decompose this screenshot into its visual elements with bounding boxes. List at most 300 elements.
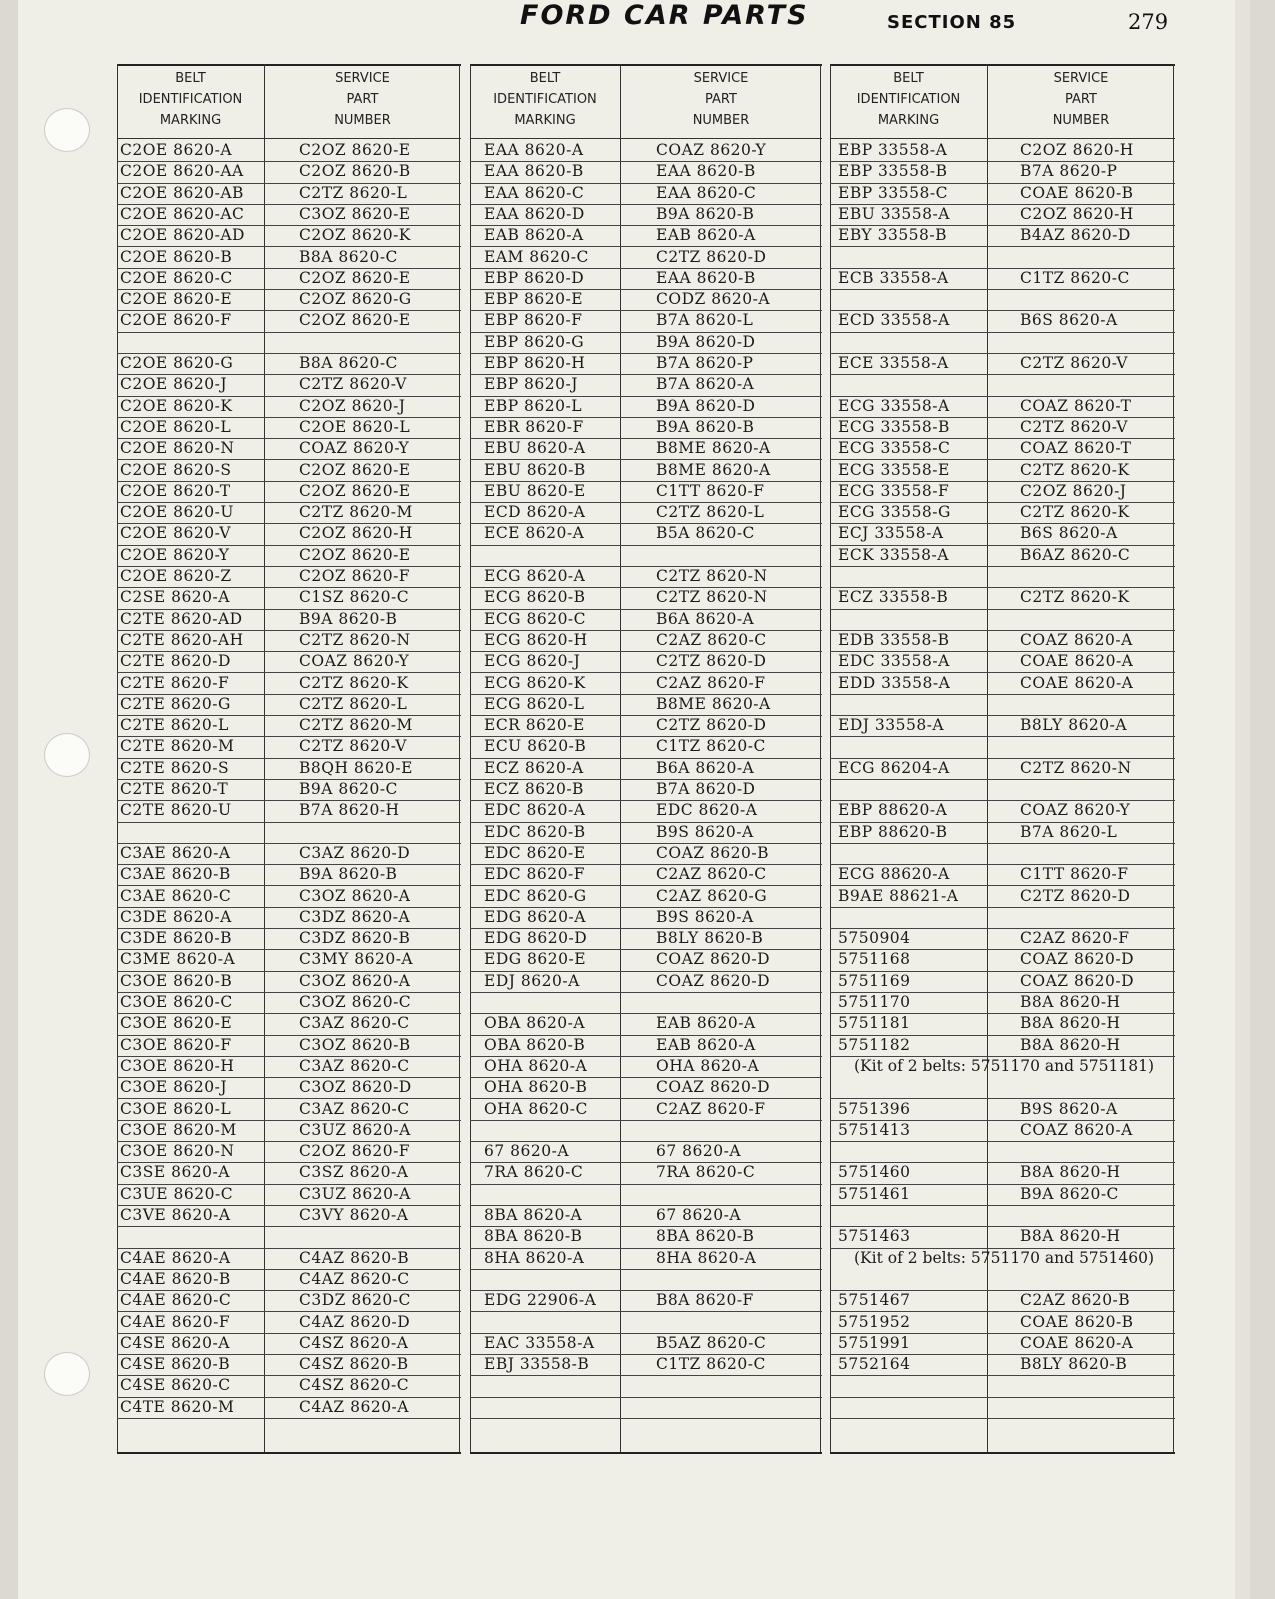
belt-marking: C2TE 8620-U <box>120 801 232 820</box>
service-part-number: C2OZ 8620-H <box>299 524 413 543</box>
belt-marking: 7RA 8620-C <box>484 1163 584 1182</box>
service-part-number: C3AZ 8620-C <box>299 1099 410 1118</box>
belt-marking: EAC 33558-A <box>484 1333 595 1352</box>
belt-marking: OBA 8620-A <box>484 1014 586 1033</box>
service-part-number: COAZ 8620-Y <box>1020 801 1131 820</box>
belt-marking: EDJ 8620-A <box>484 971 580 990</box>
service-part-number: B8A 8620-H <box>1020 993 1121 1011</box>
table-row <box>117 374 461 396</box>
service-part-number: B6AZ 8620-C <box>1020 545 1131 564</box>
table-row <box>470 587 822 609</box>
table-row <box>830 523 1175 545</box>
belt-marking: 5751467 <box>838 1291 911 1310</box>
table-row <box>117 289 461 311</box>
belt-marking: C2OE 8620-F <box>120 311 232 330</box>
belt-marking: C3DE 8620-B <box>120 929 232 948</box>
service-part-number: C2TZ 8620-V <box>299 737 408 756</box>
belt-marking: EDB 33558-B <box>838 630 950 649</box>
header-word: IDENTIFICATION <box>493 92 597 107</box>
table-row <box>470 609 822 631</box>
header-rule <box>117 138 461 139</box>
table-row <box>117 247 461 269</box>
table-row <box>117 630 461 652</box>
table-row <box>830 417 1175 439</box>
header-word: SERVICE <box>1053 71 1109 86</box>
table-row <box>117 1035 461 1057</box>
belt-marking: EBP 33558-B <box>838 162 948 181</box>
table-row <box>470 928 822 950</box>
table-row <box>117 800 461 822</box>
belt-marking: C2OE 8620-C <box>120 268 233 287</box>
table-row <box>830 332 1175 354</box>
belt-marking: 5751169 <box>838 971 911 990</box>
service-part-number: B9A 8620-B <box>299 865 398 884</box>
service-part-number: C2OZ 8620-E <box>299 481 411 500</box>
table-row <box>470 523 822 545</box>
belt-marking: C3OE 8620-F <box>120 1035 232 1054</box>
table-row <box>830 1312 1175 1334</box>
table-row <box>830 694 1175 716</box>
service-part-number: OHA 8620-A <box>656 1056 760 1075</box>
table-row <box>117 310 461 332</box>
table-row <box>117 928 461 950</box>
table-row <box>117 502 461 524</box>
belt-marking: ECG 8620-C <box>484 609 587 628</box>
service-part-number: COAZ 8620-B <box>656 843 770 862</box>
table-row <box>470 1184 822 1206</box>
belt-marking: EBU 33558-A <box>838 204 950 223</box>
belt-marking: C2OE 8620-K <box>120 396 233 415</box>
service-part-number: C2OZ 8620-J <box>299 396 406 415</box>
service-part-number: C3AZ 8620-D <box>299 843 411 862</box>
table-row <box>470 225 822 247</box>
service-part-number: B8A 8620-H <box>1020 1035 1121 1054</box>
table-row <box>470 864 822 886</box>
service-part-number: B4AZ 8620-D <box>1020 226 1131 245</box>
table-row <box>117 1248 461 1270</box>
service-part-number: C2OZ 8620-F <box>299 1142 411 1161</box>
service-part-number: B8A 8620-C <box>299 247 398 266</box>
table-row <box>470 992 822 1014</box>
binder-hole-middle <box>44 733 90 777</box>
belt-marking: C2OE 8620-B <box>120 247 233 266</box>
table-row <box>830 460 1175 482</box>
header-word: SERVICE <box>335 71 390 86</box>
service-part-number: C3OZ 8620-C <box>299 993 412 1011</box>
table-row <box>830 310 1175 332</box>
table-row <box>117 353 461 375</box>
table-row <box>830 502 1175 524</box>
table-row <box>117 204 461 226</box>
service-part-number: C3OZ 8620-A <box>299 886 411 905</box>
service-part-number: C2TZ 8620-N <box>656 567 768 585</box>
table-row <box>830 1397 1175 1419</box>
belt-marking: EAA 8620-D <box>484 204 585 223</box>
belt-marking: C2TE 8620-G <box>120 694 231 713</box>
service-part-number: COAZ 8620-D <box>1020 950 1135 969</box>
belt-marking: C2OE 8620-T <box>120 481 231 500</box>
service-part-number: C2TZ 8620-V <box>1020 354 1129 372</box>
belt-marking: 8HA 8620-A <box>484 1248 585 1267</box>
belt-marking: C2OE 8620-AA <box>120 162 244 181</box>
belt-marking: C2OE 8620-L <box>120 417 232 436</box>
table-row <box>470 545 822 567</box>
service-part-number: B9A 8620-C <box>299 780 398 798</box>
table-row <box>470 1312 822 1334</box>
header-word: NUMBER <box>692 113 750 128</box>
belt-marking: EBP 88620-A <box>838 801 948 820</box>
service-part-number: B8ME 8620-A <box>656 439 771 458</box>
header-rule <box>470 138 822 139</box>
service-part-number: B8A 8620-F <box>656 1291 754 1310</box>
service-part-number: 7RA 8620-C <box>656 1163 756 1182</box>
table-row <box>830 907 1175 929</box>
service-part-number: C2OZ 8620-H <box>1020 141 1134 159</box>
table-row <box>117 1375 461 1397</box>
service-part-number: C4SZ 8620-A <box>299 1333 409 1352</box>
service-part-number: COAE 8620-B <box>1020 183 1134 202</box>
service-part-number: B6A 8620-A <box>656 609 755 628</box>
header-rule <box>830 138 1175 139</box>
header-word: PART <box>346 92 379 107</box>
service-part-number: B6S 8620-A <box>1020 311 1118 330</box>
table-row <box>470 1397 822 1419</box>
table-row <box>830 1205 1175 1227</box>
service-part-number: C2AZ 8620-F <box>656 1099 766 1118</box>
service-part-number: EAB 8620-A <box>656 226 756 245</box>
table-row <box>830 247 1175 269</box>
table-row <box>117 1184 461 1206</box>
belt-marking: C2OE 8620-U <box>120 503 234 522</box>
table-row <box>830 566 1175 588</box>
service-part-number: B9S 8620-A <box>656 822 754 841</box>
service-part-number: C2OE 8620-L <box>299 417 411 436</box>
service-part-number: B8ME 8620-A <box>656 694 771 713</box>
table-row <box>830 886 1175 908</box>
service-part-number: B8A 8620-H <box>1020 1227 1121 1246</box>
table-row <box>830 1375 1175 1397</box>
table-row <box>470 481 822 503</box>
belt-marking: C3VE 8620-A <box>120 1206 231 1224</box>
belt-marking: C3DE 8620-A <box>120 907 232 926</box>
belt-marking: C3OE 8620-H <box>120 1056 235 1075</box>
table-bottom-rule <box>470 1452 822 1454</box>
belt-marking: 5751168 <box>838 950 911 969</box>
service-part-number: EAA 8620-B <box>656 162 756 181</box>
table-row <box>830 225 1175 247</box>
belt-marking: C4AE 8620-F <box>120 1312 231 1331</box>
belt-marking: ECD 8620-A <box>484 503 586 522</box>
header-word: BELT <box>175 71 206 86</box>
service-part-number: B9A 8620-D <box>656 332 756 351</box>
belt-marking: ECZ 8620-A <box>484 758 584 777</box>
belt-marking: C3OE 8620-L <box>120 1099 232 1118</box>
belt-marking: EAA 8620-A <box>484 141 584 159</box>
table-row <box>830 736 1175 758</box>
service-part-number: B7A 8620-P <box>1020 162 1118 181</box>
belt-marking: EDJ 33558-A <box>838 716 945 735</box>
table-row <box>830 204 1175 226</box>
service-part-number: COAZ 8620-D <box>656 1078 771 1097</box>
service-part-number: C3OZ 8620-A <box>299 971 411 990</box>
belt-marking: C2TE 8620-L <box>120 716 229 735</box>
belt-marking: EBP 33558-A <box>838 141 948 159</box>
belt-marking: ECG 33558-A <box>838 396 950 415</box>
service-part-number: COAZ 8620-D <box>1020 971 1135 990</box>
service-part-number: C2OZ 8620-E <box>299 268 411 287</box>
service-part-number: COAE 8620-A <box>1020 1333 1134 1352</box>
table-row <box>470 566 822 588</box>
table-row <box>830 779 1175 801</box>
table-row <box>830 353 1175 375</box>
belt-marking: C2SE 8620-A <box>120 588 230 607</box>
table-row <box>117 843 461 865</box>
table-row <box>470 247 822 269</box>
table-row <box>830 949 1175 971</box>
belt-marking: ECG 33558-F <box>838 481 950 500</box>
table-row <box>117 545 461 567</box>
belt-marking: ECU 8620-B <box>484 737 587 756</box>
belt-marking: C2OE 8620-AB <box>120 183 244 202</box>
belt-marking: ECG 33558-E <box>838 460 950 479</box>
service-part-number: C2TZ 8620-V <box>1020 417 1129 436</box>
belt-marking: ECG 8620-B <box>484 588 586 607</box>
belt-marking: EBY 33558-B <box>838 226 948 245</box>
belt-marking: C3OE 8620-E <box>120 1014 233 1033</box>
table-row <box>117 1056 461 1078</box>
table-row <box>117 460 461 482</box>
table-row <box>117 587 461 609</box>
table-row <box>117 566 461 588</box>
service-part-number: C2OZ 8620-K <box>299 226 411 245</box>
section-label: SECTION 85 <box>887 12 1017 33</box>
belt-marking: C2OE 8620-E <box>120 290 233 309</box>
service-part-header <box>620 68 822 136</box>
table-row <box>470 1056 822 1078</box>
belt-marking: EAA 8620-B <box>484 162 584 181</box>
service-part-number: C2TZ 8620-K <box>1020 588 1130 607</box>
service-part-number: C2TZ 8620-K <box>1020 460 1130 479</box>
service-part-number: C2AZ 8620-G <box>656 886 768 905</box>
table-row <box>117 992 461 1014</box>
service-part-number: C2TZ 8620-V <box>299 375 408 394</box>
belt-marking: EBP 33558-C <box>838 183 948 202</box>
table-row <box>470 1077 822 1099</box>
belt-marking: 8BA 8620-A <box>484 1206 583 1224</box>
belt-marking: EBU 8620-E <box>484 481 586 500</box>
belt-marking: C3AE 8620-C <box>120 886 232 905</box>
table-row <box>470 779 822 801</box>
belt-marking: C2TE 8620-AD <box>120 609 243 628</box>
belt-marking: OHA 8620-B <box>484 1078 588 1097</box>
belt-marking: 5751991 <box>838 1333 911 1352</box>
belt-marking: ECR 8620-E <box>484 716 585 735</box>
belt-marking: OBA 8620-B <box>484 1035 586 1054</box>
belt-marking: 5752164 <box>838 1355 911 1374</box>
service-part-number: C3DZ 8620-C <box>299 1291 411 1310</box>
belt-marking: ECG 8620-H <box>484 630 588 649</box>
service-part-number: COAE 8620-A <box>1020 652 1134 671</box>
belt-marking: ECJ 33558-A <box>838 524 944 543</box>
table-row <box>117 694 461 716</box>
service-part-number: C2TZ 8620-D <box>1020 886 1131 905</box>
belt-marking: C4SE 8620-C <box>120 1376 231 1395</box>
belt-marking: C2TE 8620-S <box>120 758 230 777</box>
belt-marking: EDC 8620-A <box>484 801 586 820</box>
service-part-number: B6A 8620-A <box>656 758 755 777</box>
service-part-number: B9A 8620-C <box>1020 1184 1119 1203</box>
belt-marking: EBP 8620-J <box>484 375 578 394</box>
table-row <box>117 715 461 737</box>
binder-hole-bottom <box>44 1352 90 1396</box>
table-row <box>470 630 822 652</box>
belt-marking: C2OE 8620-J <box>120 375 228 394</box>
service-part-number: C3VY 8620-A <box>299 1206 409 1224</box>
belt-marking: 5750904 <box>838 929 911 948</box>
table-row <box>830 1056 1175 1077</box>
belt-marking: 5751952 <box>838 1312 911 1331</box>
table-row <box>830 183 1175 205</box>
belt-marking: 8BA 8620-B <box>484 1227 583 1246</box>
belt-marking: EDG 8620-D <box>484 929 588 948</box>
service-part-number: COAZ 8620-T <box>1020 439 1132 458</box>
belt-marking: EBP 8620-L <box>484 396 583 415</box>
binder-hole-top <box>44 108 90 152</box>
belt-marking: C2OE 8620-Y <box>120 545 230 564</box>
table-bottom-rule <box>830 1452 1175 1454</box>
table-row <box>117 1354 461 1376</box>
service-part-number: B5A 8620-C <box>656 524 755 543</box>
table-row <box>117 1397 461 1419</box>
table-row <box>830 1099 1175 1121</box>
belt-marking: C4AE 8620-B <box>120 1269 231 1288</box>
table-row <box>117 1141 461 1163</box>
belt-marking: C3OE 8620-C <box>120 993 233 1011</box>
table-row <box>830 971 1175 993</box>
belt-marking: EDC 8620-E <box>484 843 586 862</box>
table-row <box>117 736 461 758</box>
table-row <box>470 886 822 908</box>
belt-marking: C3UE 8620-C <box>120 1184 234 1203</box>
table-row <box>830 396 1175 418</box>
belt-marking: C2TE 8620-M <box>120 737 235 756</box>
table-row <box>117 481 461 503</box>
table-row <box>117 651 461 673</box>
belt-marking: 5751463 <box>838 1227 911 1246</box>
table-row <box>470 1226 822 1248</box>
service-part-number: B8ME 8620-A <box>656 460 771 479</box>
belt-marking: C3OE 8620-N <box>120 1142 235 1161</box>
service-part-number: C2OZ 8620-G <box>299 290 412 309</box>
belt-marking: C3AE 8620-A <box>120 843 231 862</box>
table-row <box>830 268 1175 290</box>
kit-note: (Kit of 2 belts: 5751170 and 5751460) <box>854 1248 1155 1267</box>
service-part-number: C2AZ 8620-C <box>656 630 767 649</box>
service-part-number: B7A 8620-P <box>656 354 754 372</box>
service-part-number: B9S 8620-A <box>656 907 754 926</box>
belt-marking: EAA 8620-C <box>484 183 585 202</box>
belt-marking: 5751182 <box>838 1035 911 1054</box>
service-part-number: C3DZ 8620-B <box>299 929 411 948</box>
belt-marking: C2TE 8620-F <box>120 673 230 692</box>
table-row <box>117 396 461 418</box>
table-row <box>470 502 822 524</box>
service-part-number: B9A 8620-B <box>656 417 755 436</box>
belt-marking: EBP 8620-F <box>484 311 583 330</box>
table-row <box>470 140 822 162</box>
service-part-number: C4AZ 8620-D <box>299 1312 411 1331</box>
table-row <box>117 438 461 460</box>
service-part-number: COAZ 8620-A <box>1020 630 1133 649</box>
service-part-number: C2AZ 8620-C <box>656 865 767 884</box>
belt-marking: C3ME 8620-A <box>120 950 236 969</box>
header-word: IDENTIFICATION <box>138 92 243 107</box>
table-row <box>117 1269 461 1291</box>
page-number: 279 <box>1128 10 1169 34</box>
belt-marking: C4SE 8620-A <box>120 1333 230 1352</box>
belt-marking: C2TE 8620-T <box>120 780 229 798</box>
table-row <box>470 758 822 780</box>
table-row <box>470 353 822 375</box>
belt-marking: ECG 86204-A <box>838 758 950 777</box>
service-part-number: COAZ 8620-A <box>1020 1120 1133 1139</box>
table-row <box>117 161 461 183</box>
belt-marking: EDC 33558-A <box>838 652 950 671</box>
header-word: SERVICE <box>693 71 749 86</box>
belt-marking: 5751181 <box>838 1014 911 1033</box>
belt-marking: C4TE 8620-M <box>120 1397 235 1416</box>
belt-marking: C2TE 8620-AH <box>120 630 244 649</box>
belt-marking: C3OE 8620-J <box>120 1078 228 1097</box>
service-part-number: B5AZ 8620-C <box>656 1333 767 1352</box>
table-row <box>830 630 1175 652</box>
table-row <box>117 183 461 205</box>
belt-marking: 5751413 <box>838 1120 911 1139</box>
belt-marking: EBP 8620-H <box>484 354 586 372</box>
table-row <box>830 928 1175 950</box>
belt-marking: EDD 33558-A <box>838 673 951 692</box>
service-part-number: EDC 8620-A <box>656 801 758 820</box>
belt-marking: 5751396 <box>838 1099 911 1118</box>
table-row <box>117 225 461 247</box>
belt-marking: C4AE 8620-C <box>120 1291 232 1310</box>
service-part-number: B8A 8620-H <box>1020 1014 1121 1033</box>
table-row <box>830 1248 1175 1269</box>
service-part-number: C3MY 8620-A <box>299 950 414 969</box>
service-part-number: C3OZ 8620-E <box>299 204 411 223</box>
table-row <box>117 140 461 162</box>
table-row <box>470 204 822 226</box>
table-row <box>830 1162 1175 1184</box>
table-row <box>117 609 461 631</box>
belt-marking: EAB 8620-A <box>484 226 584 245</box>
belt-marking: 67 8620-A <box>484 1142 570 1161</box>
table-row <box>470 183 822 205</box>
service-part-number: 67 8620-A <box>656 1206 742 1224</box>
service-part-number: B9A 8620-B <box>299 609 398 628</box>
service-part-number: C2TZ 8620-K <box>1020 503 1130 522</box>
service-part-number: C3SZ 8620-A <box>299 1163 409 1182</box>
service-part-number: C3OZ 8620-D <box>299 1078 412 1097</box>
table-bottom-rule <box>117 1452 461 1454</box>
table-row <box>830 161 1175 183</box>
belt-marking: ECD 33558-A <box>838 311 950 330</box>
table-row <box>830 1013 1175 1035</box>
header-word: MARKING <box>877 113 940 128</box>
service-part-number: B7A 8620-L <box>656 311 754 330</box>
belt-id-header <box>830 68 987 136</box>
page-title: FORD CAR PARTS <box>520 0 809 31</box>
